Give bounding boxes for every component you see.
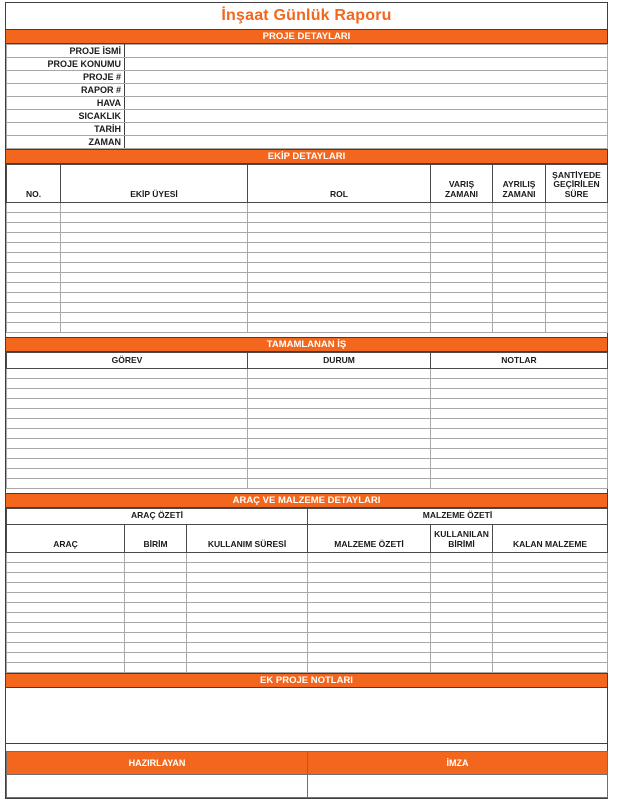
empty-cell[interactable] (308, 663, 431, 673)
crew-table (6, 164, 608, 333)
empty-cell[interactable] (187, 573, 308, 583)
empty-cell[interactable] (493, 563, 608, 573)
column-header-departure-time: AYRILIŞ ZAMANI (493, 165, 546, 203)
column-header-unit: BİRİM (125, 525, 187, 553)
empty-cell[interactable] (125, 643, 187, 653)
temperature-field[interactable] (125, 110, 608, 123)
prepared-by-field[interactable] (7, 775, 308, 798)
empty-cell[interactable] (7, 233, 61, 243)
empty-cell[interactable] (431, 643, 493, 653)
empty-cell[interactable] (187, 633, 308, 643)
empty-cell[interactable] (493, 653, 608, 663)
empty-cell[interactable] (7, 573, 125, 583)
empty-cell[interactable] (493, 223, 546, 233)
section-banner-crew-details: EKİP DETAYLARI (6, 149, 607, 164)
signature-header: İMZA (308, 752, 608, 775)
empty-cell[interactable] (493, 313, 546, 323)
empty-cell[interactable] (308, 563, 431, 573)
empty-cell[interactable] (308, 583, 431, 593)
empty-cell[interactable] (546, 323, 608, 333)
field-label: HAVA (7, 97, 125, 110)
empty-cell[interactable] (308, 573, 431, 583)
empty-cell[interactable] (61, 283, 248, 293)
empty-row (7, 613, 608, 623)
empty-cell[interactable] (61, 323, 248, 333)
empty-row (7, 389, 608, 399)
empty-cell[interactable] (7, 429, 248, 439)
empty-cell[interactable] (546, 243, 608, 253)
empty-row (7, 439, 608, 449)
empty-cell[interactable] (431, 303, 493, 313)
empty-cell[interactable] (125, 613, 187, 623)
empty-cell[interactable] (7, 323, 61, 333)
empty-cell[interactable] (308, 633, 431, 643)
empty-row (7, 223, 608, 233)
empty-cell[interactable] (493, 303, 546, 313)
crew-header-row (7, 165, 608, 203)
empty-cell[interactable] (248, 313, 431, 323)
empty-row (7, 583, 608, 593)
empty-row (7, 323, 608, 333)
field-label: ZAMAN (7, 136, 125, 149)
empty-row (7, 293, 608, 303)
empty-cell[interactable] (248, 429, 431, 439)
field-row (7, 58, 608, 71)
empty-cell[interactable] (187, 663, 308, 673)
empty-cell[interactable] (431, 313, 493, 323)
empty-cell[interactable] (7, 243, 61, 253)
empty-cell[interactable] (7, 623, 125, 633)
column-header-role: ROL (248, 165, 431, 203)
empty-cell[interactable] (61, 233, 248, 243)
column-header-no: NO. (7, 165, 61, 203)
empty-row (7, 653, 608, 663)
empty-cell[interactable] (7, 459, 248, 469)
empty-cell[interactable] (493, 583, 608, 593)
empty-cell[interactable] (248, 419, 431, 429)
empty-cell[interactable] (431, 429, 608, 439)
empty-cell[interactable] (125, 563, 187, 573)
empty-cell[interactable] (61, 223, 248, 233)
field-label: TARİH (7, 123, 125, 136)
empty-cell[interactable] (431, 233, 493, 243)
equipment-materials-empty-rows (7, 553, 608, 673)
project-number-field[interactable] (125, 71, 608, 84)
empty-cell[interactable] (187, 603, 308, 613)
empty-row (7, 409, 608, 419)
empty-cell[interactable] (61, 303, 248, 313)
empty-cell[interactable] (7, 583, 125, 593)
weather-field[interactable] (125, 97, 608, 110)
empty-cell[interactable] (546, 203, 608, 213)
empty-cell[interactable] (248, 369, 431, 379)
empty-cell[interactable] (61, 203, 248, 213)
empty-cell[interactable] (308, 653, 431, 663)
column-header-arrival-time: VARIŞ ZAMANI (431, 165, 493, 203)
field-row (7, 110, 608, 123)
empty-cell[interactable] (546, 213, 608, 223)
empty-cell[interactable] (7, 303, 61, 313)
empty-cell[interactable] (431, 593, 493, 603)
section-banner-additional-notes: EK PROJE NOTLARI (6, 673, 607, 688)
empty-cell[interactable] (493, 293, 546, 303)
empty-cell[interactable] (61, 243, 248, 253)
empty-cell[interactable] (248, 469, 431, 479)
empty-row (7, 623, 608, 633)
empty-cell[interactable] (125, 603, 187, 613)
signoff-header-row (7, 752, 608, 775)
empty-cell[interactable] (431, 633, 493, 643)
empty-cell[interactable] (493, 593, 608, 603)
report-number-field[interactable] (125, 84, 608, 97)
field-row (7, 71, 608, 84)
empty-row (7, 573, 608, 583)
field-row (7, 136, 608, 149)
empty-cell[interactable] (61, 293, 248, 303)
empty-cell[interactable] (493, 553, 608, 563)
empty-cell[interactable] (431, 323, 493, 333)
empty-cell[interactable] (7, 613, 125, 623)
empty-cell[interactable] (431, 203, 493, 213)
column-header-crew-member: EKİP ÜYESİ (61, 165, 248, 203)
empty-cell[interactable] (431, 223, 493, 233)
signoff-table (6, 751, 608, 798)
empty-row (7, 283, 608, 293)
empty-cell[interactable] (431, 603, 493, 613)
empty-cell[interactable] (7, 389, 248, 399)
signature-field[interactable] (308, 775, 608, 798)
empty-cell[interactable] (125, 633, 187, 643)
group-header-equipment-summary: ARAÇ ÖZETİ (7, 509, 308, 525)
empty-cell[interactable] (431, 449, 608, 459)
empty-cell[interactable] (248, 439, 431, 449)
empty-cell[interactable] (7, 273, 61, 283)
empty-cell[interactable] (431, 459, 608, 469)
field-label: SICAKLIK (7, 110, 125, 123)
column-header-unit-used: KULLANILAN BİRİMİ (431, 525, 493, 553)
empty-cell[interactable] (493, 643, 608, 653)
empty-cell[interactable] (248, 263, 431, 273)
empty-cell[interactable] (431, 253, 493, 263)
empty-cell[interactable] (248, 223, 431, 233)
column-header-remaining-material: KALAN MALZEME (493, 525, 608, 553)
empty-cell[interactable] (493, 243, 546, 253)
empty-cell[interactable] (187, 643, 308, 653)
empty-cell[interactable] (431, 369, 608, 379)
empty-cell[interactable] (248, 293, 431, 303)
empty-cell[interactable] (546, 313, 608, 323)
empty-cell[interactable] (431, 283, 493, 293)
empty-cell[interactable] (7, 203, 61, 213)
empty-cell[interactable] (431, 263, 493, 273)
empty-cell[interactable] (7, 469, 248, 479)
empty-cell[interactable] (7, 563, 125, 573)
equipment-materials-group-header-row (7, 509, 608, 525)
empty-cell[interactable] (248, 379, 431, 389)
empty-cell[interactable] (431, 479, 608, 489)
completed-work-header-row (7, 353, 608, 369)
empty-row (7, 203, 608, 213)
empty-row (7, 313, 608, 323)
column-header-time-on-site: ŞANTİYEDE GEÇİRİLEN SÜRE (546, 165, 608, 203)
empty-cell[interactable] (248, 243, 431, 253)
empty-cell[interactable] (431, 663, 493, 673)
empty-row (7, 469, 608, 479)
empty-cell[interactable] (546, 283, 608, 293)
empty-cell[interactable] (7, 369, 248, 379)
empty-row (7, 553, 608, 563)
field-label: RAPOR # (7, 84, 125, 97)
column-header-usage-duration: KULLANIM SÜRESİ (187, 525, 308, 553)
empty-cell[interactable] (431, 213, 493, 223)
empty-row (7, 459, 608, 469)
empty-row (7, 449, 608, 459)
empty-cell[interactable] (125, 553, 187, 563)
empty-cell[interactable] (61, 313, 248, 323)
empty-cell[interactable] (248, 389, 431, 399)
empty-cell[interactable] (7, 409, 248, 419)
equipment-materials-table (6, 508, 608, 673)
empty-cell[interactable] (493, 283, 546, 293)
empty-cell[interactable] (187, 583, 308, 593)
empty-row (7, 379, 608, 389)
empty-cell[interactable] (431, 389, 608, 399)
section-banner-equipment-materials: ARAÇ VE MALZEME DETAYLARI (6, 493, 607, 508)
empty-cell[interactable] (431, 439, 608, 449)
empty-cell[interactable] (7, 223, 61, 233)
empty-cell[interactable] (7, 643, 125, 653)
empty-row (7, 643, 608, 653)
empty-cell[interactable] (187, 653, 308, 663)
empty-cell[interactable] (431, 573, 493, 583)
empty-cell[interactable] (7, 603, 125, 613)
empty-cell[interactable] (7, 633, 125, 643)
empty-row (7, 603, 608, 613)
empty-cell[interactable] (61, 273, 248, 283)
empty-row (7, 593, 608, 603)
empty-cell[interactable] (248, 283, 431, 293)
empty-cell[interactable] (248, 449, 431, 459)
field-row (7, 84, 608, 97)
empty-cell[interactable] (431, 409, 608, 419)
empty-cell[interactable] (61, 263, 248, 273)
crew-empty-rows (7, 203, 608, 333)
empty-cell[interactable] (493, 613, 608, 623)
completed-work-table (6, 352, 608, 489)
empty-cell[interactable] (546, 253, 608, 263)
empty-cell[interactable] (431, 243, 493, 253)
section-spacer (6, 744, 607, 751)
prepared-by-header: HAZIRLAYAN (7, 752, 308, 775)
empty-cell[interactable] (308, 623, 431, 633)
empty-cell[interactable] (431, 273, 493, 283)
project-name-field[interactable] (125, 45, 608, 58)
empty-cell[interactable] (308, 593, 431, 603)
empty-cell[interactable] (248, 233, 431, 243)
empty-cell[interactable] (125, 583, 187, 593)
empty-cell[interactable] (125, 653, 187, 663)
section-banner-completed-work: TAMAMLANAN İŞ (6, 337, 607, 352)
empty-cell[interactable] (248, 479, 431, 489)
empty-cell[interactable] (7, 653, 125, 663)
empty-cell[interactable] (493, 623, 608, 633)
empty-row (7, 369, 608, 379)
empty-row (7, 633, 608, 643)
column-header-equipment: ARAÇ (7, 525, 125, 553)
field-label: PROJE İSMİ (7, 45, 125, 58)
empty-row (7, 429, 608, 439)
empty-cell[interactable] (493, 663, 608, 673)
empty-cell[interactable] (7, 253, 61, 263)
empty-cell[interactable] (7, 213, 61, 223)
empty-cell[interactable] (546, 223, 608, 233)
field-label: PROJE # (7, 71, 125, 84)
empty-cell[interactable] (7, 593, 125, 603)
empty-cell[interactable] (61, 253, 248, 263)
empty-cell[interactable] (7, 263, 61, 273)
empty-cell[interactable] (546, 293, 608, 303)
empty-row (7, 243, 608, 253)
empty-cell[interactable] (308, 613, 431, 623)
field-row (7, 123, 608, 136)
empty-cell[interactable] (431, 399, 608, 409)
empty-cell[interactable] (493, 233, 546, 243)
empty-cell[interactable] (493, 253, 546, 263)
empty-cell[interactable] (308, 603, 431, 613)
empty-cell[interactable] (546, 233, 608, 243)
empty-row (7, 303, 608, 313)
empty-row (7, 563, 608, 573)
empty-cell[interactable] (187, 613, 308, 623)
empty-cell[interactable] (7, 449, 248, 459)
empty-cell[interactable] (7, 553, 125, 563)
empty-cell[interactable] (493, 323, 546, 333)
empty-cell[interactable] (7, 293, 61, 303)
empty-row (7, 419, 608, 429)
field-row (7, 45, 608, 58)
empty-cell[interactable] (248, 399, 431, 409)
empty-cell[interactable] (248, 409, 431, 419)
time-field[interactable] (125, 136, 608, 149)
empty-cell[interactable] (493, 603, 608, 613)
empty-cell[interactable] (546, 273, 608, 283)
group-header-material-summary: MALZEME ÖZETİ (308, 509, 608, 525)
empty-cell[interactable] (7, 283, 61, 293)
empty-cell[interactable] (7, 479, 248, 489)
empty-cell[interactable] (308, 553, 431, 563)
empty-cell[interactable] (431, 469, 608, 479)
empty-row (7, 253, 608, 263)
empty-row (7, 263, 608, 273)
empty-cell[interactable] (7, 663, 125, 673)
empty-cell[interactable] (248, 253, 431, 263)
empty-cell[interactable] (7, 313, 61, 323)
empty-cell[interactable] (431, 419, 608, 429)
column-header-task: GÖREV (7, 353, 248, 369)
empty-cell[interactable] (431, 653, 493, 663)
field-label: PROJE KONUMU (7, 58, 125, 71)
empty-cell[interactable] (493, 203, 546, 213)
empty-cell[interactable] (7, 379, 248, 389)
empty-cell[interactable] (493, 263, 546, 273)
empty-row (7, 479, 608, 489)
empty-cell[interactable] (546, 303, 608, 313)
signoff-value-row (7, 775, 608, 798)
section-banner-project-details: PROJE DETAYLARI (6, 29, 607, 44)
empty-cell[interactable] (125, 573, 187, 583)
empty-cell[interactable] (7, 439, 248, 449)
empty-cell[interactable] (7, 399, 248, 409)
empty-cell[interactable] (248, 323, 431, 333)
empty-cell[interactable] (431, 553, 493, 563)
column-header-material-summary: MALZEME ÖZETİ (308, 525, 431, 553)
empty-cell[interactable] (431, 293, 493, 303)
project-location-field[interactable] (125, 58, 608, 71)
empty-cell[interactable] (248, 303, 431, 313)
empty-cell[interactable] (248, 203, 431, 213)
empty-cell[interactable] (248, 213, 431, 223)
empty-cell[interactable] (431, 563, 493, 573)
empty-row (7, 233, 608, 243)
empty-cell[interactable] (187, 553, 308, 563)
empty-cell[interactable] (431, 613, 493, 623)
column-header-status: DURUM (248, 353, 431, 369)
equipment-materials-header-row (7, 525, 608, 553)
daily-report-sheet (5, 2, 608, 799)
empty-cell[interactable] (125, 623, 187, 633)
empty-cell[interactable] (431, 379, 608, 389)
empty-cell[interactable] (187, 593, 308, 603)
empty-cell[interactable] (308, 643, 431, 653)
column-header-notes: NOTLAR (431, 353, 608, 369)
empty-cell[interactable] (493, 273, 546, 283)
empty-row (7, 399, 608, 409)
empty-cell[interactable] (431, 583, 493, 593)
empty-cell[interactable] (248, 273, 431, 283)
completed-work-empty-rows (7, 369, 608, 489)
additional-notes-area[interactable] (6, 688, 607, 744)
empty-cell[interactable] (125, 593, 187, 603)
empty-cell[interactable] (431, 623, 493, 633)
empty-cell[interactable] (61, 213, 248, 223)
empty-cell[interactable] (7, 419, 248, 429)
date-field[interactable] (125, 123, 608, 136)
empty-cell[interactable] (248, 459, 431, 469)
empty-row (7, 273, 608, 283)
empty-cell[interactable] (493, 213, 546, 223)
empty-row (7, 213, 608, 223)
project-details-table (6, 44, 608, 149)
empty-cell[interactable] (187, 563, 308, 573)
empty-cell[interactable] (125, 663, 187, 673)
empty-row (7, 663, 608, 673)
field-row (7, 97, 608, 110)
empty-cell[interactable] (187, 623, 308, 633)
empty-cell[interactable] (493, 633, 608, 643)
empty-cell[interactable] (546, 263, 608, 273)
empty-cell[interactable] (493, 573, 608, 583)
page-title: İnşaat Günlük Raporu (221, 7, 392, 24)
